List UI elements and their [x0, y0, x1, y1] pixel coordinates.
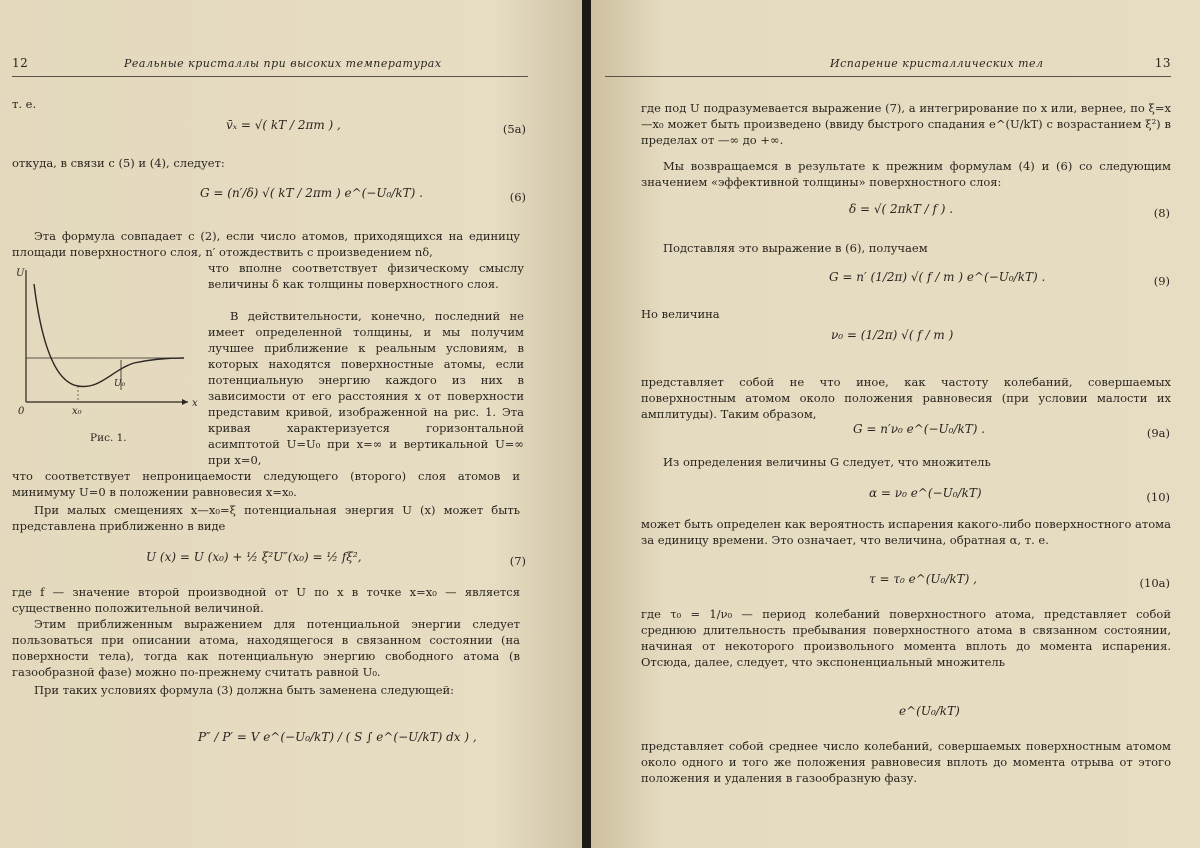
equation-number-10a: (10a): [1139, 576, 1170, 590]
equation-ratio: P″ / P′ = V e^(−U₀/kT) / ( S ∫ e^(−U/kT) dx ) ,: [198, 730, 477, 744]
equation-number-7: (7): [509, 554, 526, 568]
equation-6: G = (n′/δ) √( kT / 2πm ) e^(−U₀/kT) .: [200, 186, 423, 200]
paragraph-but-quantity: Но величина: [641, 307, 720, 321]
paragraph-beside-figure-1: что вполне соответствует физическому смыслу величины δ как толщины поверхностного слоя.: [208, 261, 524, 291]
equation-nu0: ν₀ = (1/2π) √( f / m ): [831, 328, 954, 342]
paragraph-this-approximation: Этим приближенным выражением для потенциальной энергии следует пользоваться при описании атома, находящегося в связанном состоянии (на поверхности тела), тогда как потенциальную энергию свободного атома (в газообразной фазе) можно по-прежнему считать равной U₀.: [12, 617, 520, 679]
paragraph-represents-frequency: представляет собой не что иное, как частоту колебаний, совершаемых поверхностным атомом около положения равновесия (при условии малости их амплитуды). Таким образом,: [641, 375, 1171, 421]
left-page-header: [12, 56, 528, 77]
paragraph-formula-coincides: Эта формула совпадает с (2), если число атомов, приходящихся на единицу площади поверхностного слоя, n′ отождествить с произведением nδ,: [12, 229, 520, 259]
paragraph-substituting: Подставляя это выражение в (6), получаем: [663, 241, 928, 255]
right-page-header: [605, 56, 1171, 77]
paragraph-we-return: Мы возвращаемся в результате к прежним формулам (4) и (6) со следующим значением «эффективной толщины» поверхностного слоя:: [641, 159, 1171, 189]
figure-1-caption: Рис. 1.: [90, 432, 127, 444]
figure-label-x: x: [192, 398, 198, 409]
te-text: т. е.: [12, 97, 37, 111]
page-number: 12: [12, 56, 29, 70]
figure-label-x0: x₀: [72, 406, 82, 417]
figure-label-U: U: [16, 268, 25, 279]
paragraph-after-figure: что соответствует непроницаемости следующего (второго) слоя атомов и минимуму U=0 в положении равновесия x=x₀.: [12, 469, 520, 499]
equation-number-8: (8): [1153, 206, 1170, 220]
equation-exponential-multiplier: e^(U₀/kT): [899, 704, 960, 718]
equation-number-9a: (9a): [1146, 426, 1170, 440]
paragraph-under-conditions: При таких условиях формула (3) должна быть заменена следующей:: [34, 683, 455, 697]
equation-9a: G = n′ν₀ e^(−U₀/kT) .: [853, 422, 986, 436]
paragraph-from-definition: Из определения величины G следует, что множитель: [663, 455, 991, 469]
paragraph-where-U: где под U подразумевается выражение (7), а интегрирование по x или, вернее, по ξ=x—x₀ может быть произведено (ввиду быстрого спадания e^(U/kT) с возрастанием ξ²) в пределах от —∞ до +∞.: [641, 101, 1171, 147]
running-title: Реальные кристаллы при высоких температурах: [124, 57, 442, 70]
equation-10: α = ν₀ e^(−U₀/kT): [869, 486, 982, 500]
paragraph-after-5a: откуда, в связи с (5) и (4), следует:: [12, 156, 225, 170]
figure-label-U0: U₀: [114, 379, 126, 389]
equation-10a: τ = τ₀ e^(U₀/kT) ,: [869, 572, 977, 586]
left-page: [0, 0, 582, 848]
equation-number-9: (9): [1153, 274, 1170, 288]
equation-8: δ = √( 2πkT / f ) .: [849, 202, 954, 216]
page-number: 13: [1154, 56, 1171, 70]
equation-number-10: (10): [1146, 490, 1170, 504]
figure-label-zero: 0: [18, 406, 25, 417]
paragraph-where-f: где f — значение второй производной от U по x в точке x=x₀ — является существенно положительной величиной.: [12, 585, 520, 615]
right-page: [591, 0, 1200, 848]
figure-1-potential-curve: [12, 262, 202, 452]
equation-number-6: (6): [509, 190, 526, 204]
paragraph-can-be-defined: может быть определен как вероятность испарения какого-либо поверхностного атома за единицу времени. Это означает, что величина, обратная α, т. е.: [641, 517, 1171, 547]
book-gutter: [582, 0, 591, 848]
running-title: Испарение кристаллических тел: [830, 57, 1044, 70]
paragraph-where-tau: где τ₀ = 1/ν₀ — период колебаний поверхностного атома, представляет собой среднюю длительность пребывания поверхностного атома в связанном состоянии, начиная от некоторого произвольного момента вплоть до момента испарения. Отсюда, далее, следует, что экспоненциальный множитель: [641, 607, 1171, 669]
paragraph-beside-figure-2: В действительности, конечно, последний не имеет определенной толщины, и мы получим лучшее приближение к реальным условиям, в которых находятся поверхностные атомы, если потенциальную энергию каждого из них в зависимости от его расстояния x от поверхности представим кривой, изображенной на рис. 1. Эта кривая характеризуется горизонтальной асимптотой U=U₀ при x=∞ и вертикальной U=∞ при x=0,: [208, 309, 524, 467]
equation-9: G = n′ (1/2π) √( f / m ) e^(−U₀/kT) .: [829, 270, 1046, 284]
equation-5a: v̄ₓ = √( kT / 2πm ) ,: [226, 118, 341, 132]
paragraph-small-displacements: При малых смещениях x—x₀=ξ потенциальная энергия U (x) может быть представлена приближенно в виде: [12, 503, 520, 533]
paragraph-represents-mean: представляет собой среднее число колебаний, совершаемых поверхностным атомом около одного и того же положения равновесия вплоть до момента отрыва от этого положения и удаления в газообразную фазу.: [641, 739, 1171, 785]
equation-number-5a: (5a): [502, 122, 526, 136]
equation-7: U (x) = U (x₀) + ½ ξ²U″(x₀) = ½ fξ²,: [146, 550, 362, 564]
